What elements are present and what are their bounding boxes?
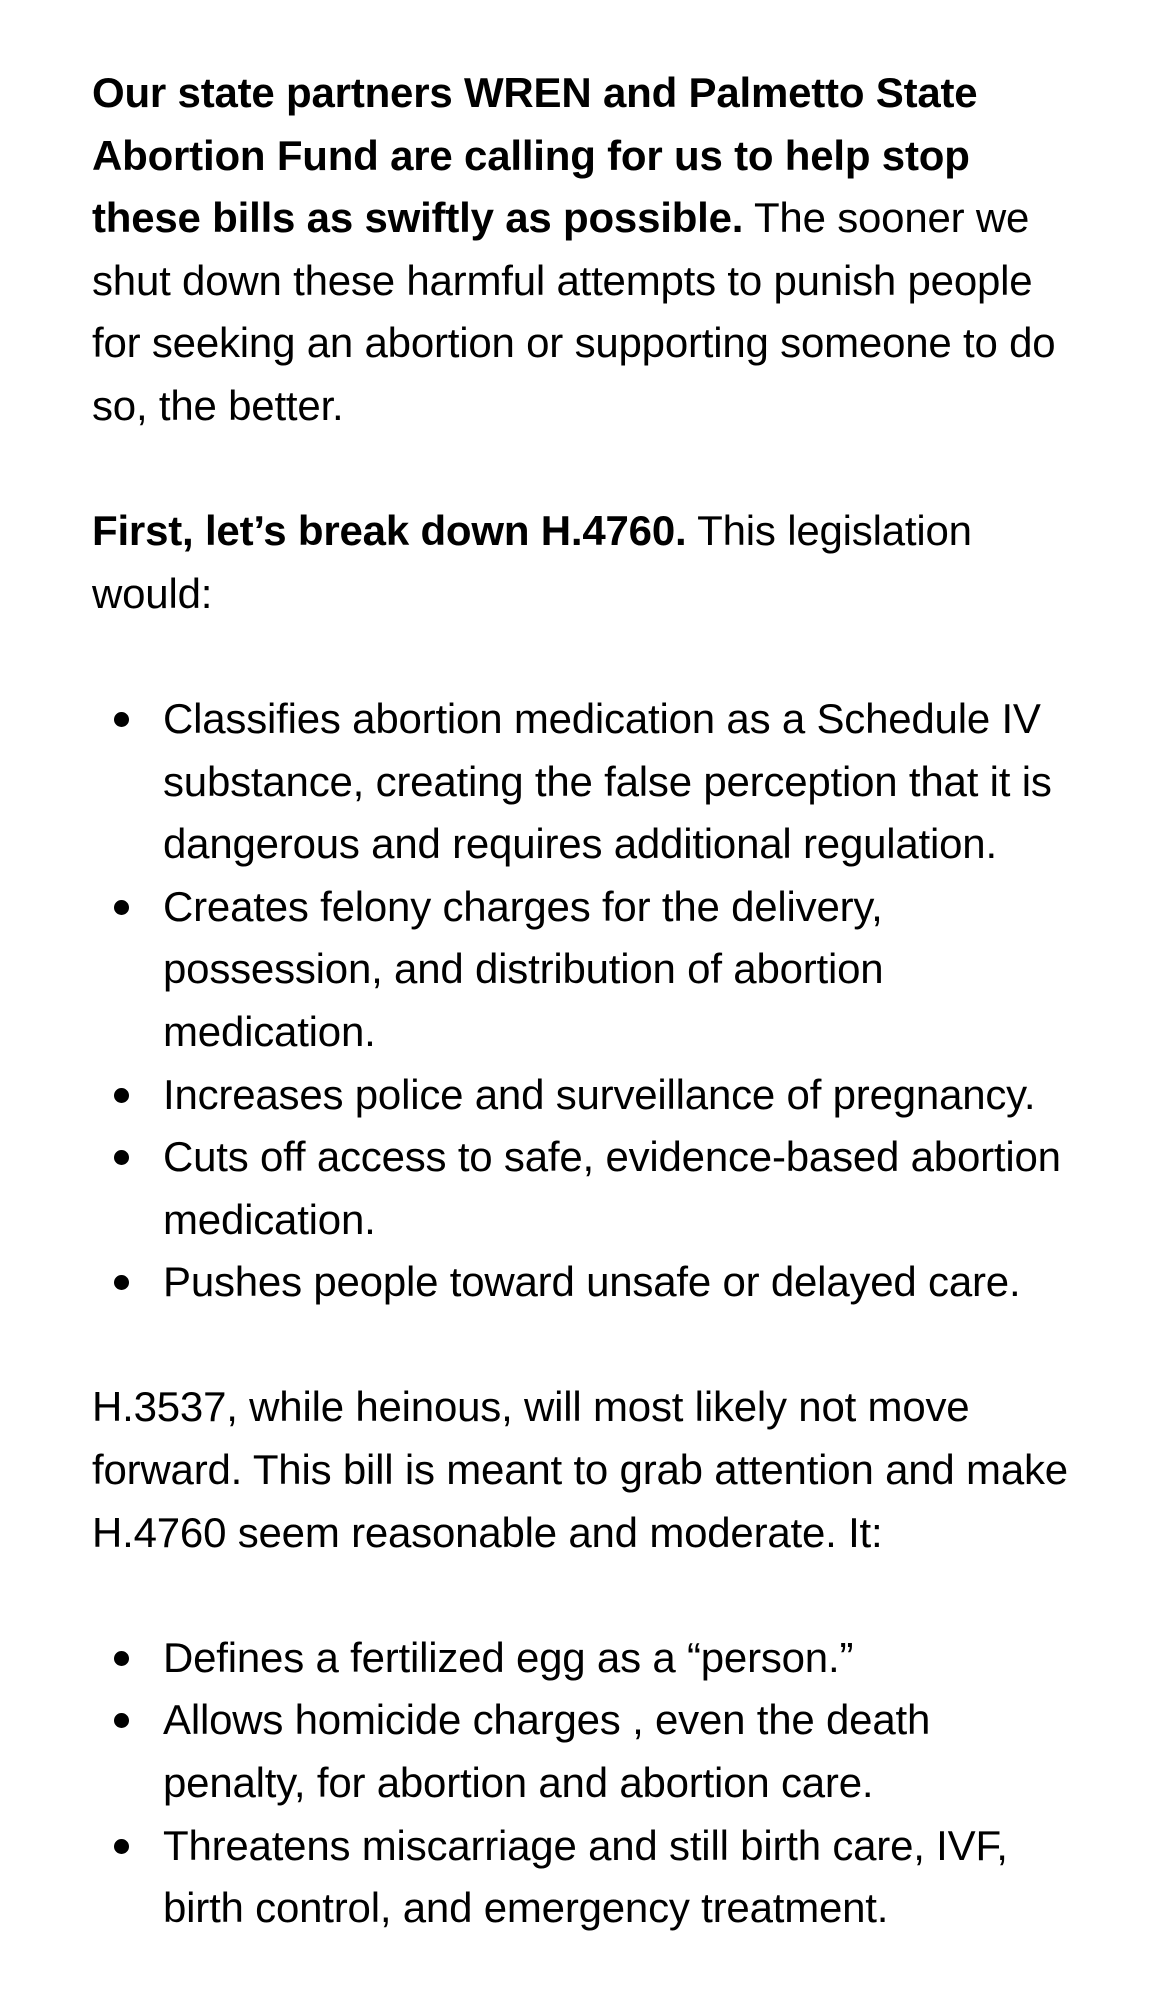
bullet-icon — [114, 1713, 129, 1728]
list-item-text-line: Pushes people toward unsafe or delayed care. — [163, 1258, 1021, 1306]
bullet-icon — [114, 1839, 129, 1854]
list-item — [92, 1815, 1132, 1940]
text-line — [92, 312, 1132, 375]
bold-text: these bills as swiftly as possible. — [92, 194, 744, 242]
text-line — [92, 125, 1132, 188]
list-item — [92, 1064, 1132, 1127]
body-text: This legislation — [686, 507, 972, 555]
body-text: for seeking an abortion or supporting someone to do — [92, 319, 1056, 367]
text-line — [92, 187, 1132, 250]
text-line — [92, 62, 1132, 125]
body-text: H.4760 seem reasonable and moderate. It: — [92, 1508, 883, 1556]
bullet-icon — [114, 1651, 129, 1666]
list-item — [92, 1126, 1132, 1251]
list-item-text-line: possession, and distribution of abortion — [163, 945, 884, 993]
bold-text: First, let’s break down H.4760. — [92, 507, 687, 555]
bullet-icon — [114, 1275, 129, 1290]
bullet-icon — [114, 712, 129, 727]
body-text: shut down these harmful attempts to punish people — [92, 256, 1033, 304]
list-item — [92, 1251, 1132, 1314]
document-body — [92, 62, 1132, 1940]
body-text: H.3537, while heinous, will most likely not move — [92, 1383, 970, 1431]
list-item — [92, 688, 1132, 876]
list-item-text-line: medication. — [163, 1007, 376, 1055]
list-item-text-line: substance, creating the false perception that it is — [163, 757, 1052, 805]
list-item-text-line: birth control, and emergency treatment. — [163, 1884, 889, 1932]
body-text: so, the better. — [92, 381, 344, 429]
text-line — [92, 1502, 1132, 1565]
h4760-effects-list — [92, 688, 1132, 1314]
list-item-text-line: Cuts off access to safe, evidence-based abortion — [163, 1133, 1061, 1181]
bullet-icon — [114, 900, 129, 915]
text-line — [92, 563, 1132, 626]
list-item-text-line: Classifies abortion medication as a Schedule IV — [163, 694, 1041, 742]
list-item-text-line: penalty, for abortion and abortion care. — [163, 1759, 874, 1807]
h3537-intro-paragraph — [92, 1376, 1132, 1564]
h3537-effects-list — [92, 1627, 1132, 1940]
text-line — [92, 1439, 1132, 1502]
h4760-intro-paragraph — [92, 500, 1132, 625]
list-item — [92, 876, 1132, 1064]
list-item-text-line: dangerous and requires additional regulation. — [163, 820, 997, 868]
list-item — [92, 1627, 1132, 1690]
list-item-text-line: Threatens miscarriage and still birth care, IVF, — [163, 1821, 1008, 1869]
text-line — [92, 500, 1132, 563]
bold-text: Abortion Fund are calling for us to help stop — [92, 131, 970, 179]
text-line — [92, 250, 1132, 313]
body-text: The sooner we — [743, 194, 1030, 242]
list-item-text-line: Defines a fertilized egg as a “person.” — [163, 1633, 854, 1681]
bullet-icon — [114, 1088, 129, 1103]
bold-text: Our state partners WREN and Palmetto State — [92, 69, 978, 116]
text-line — [92, 375, 1132, 438]
text-line — [92, 1376, 1132, 1439]
list-item-text-line: Creates felony charges for the delivery, — [163, 882, 883, 930]
body-text: forward. This bill is meant to grab attention and make — [92, 1446, 1068, 1494]
intro-paragraph — [92, 62, 1132, 438]
body-text: would: — [92, 569, 213, 617]
bullet-icon — [114, 1150, 129, 1165]
list-item — [92, 1689, 1132, 1814]
list-item-text-line: Increases police and surveillance of pregnancy. — [163, 1070, 1036, 1118]
list-item-text-line: Allows homicide charges , even the death — [163, 1696, 931, 1744]
list-item-text-line: medication. — [163, 1195, 376, 1243]
